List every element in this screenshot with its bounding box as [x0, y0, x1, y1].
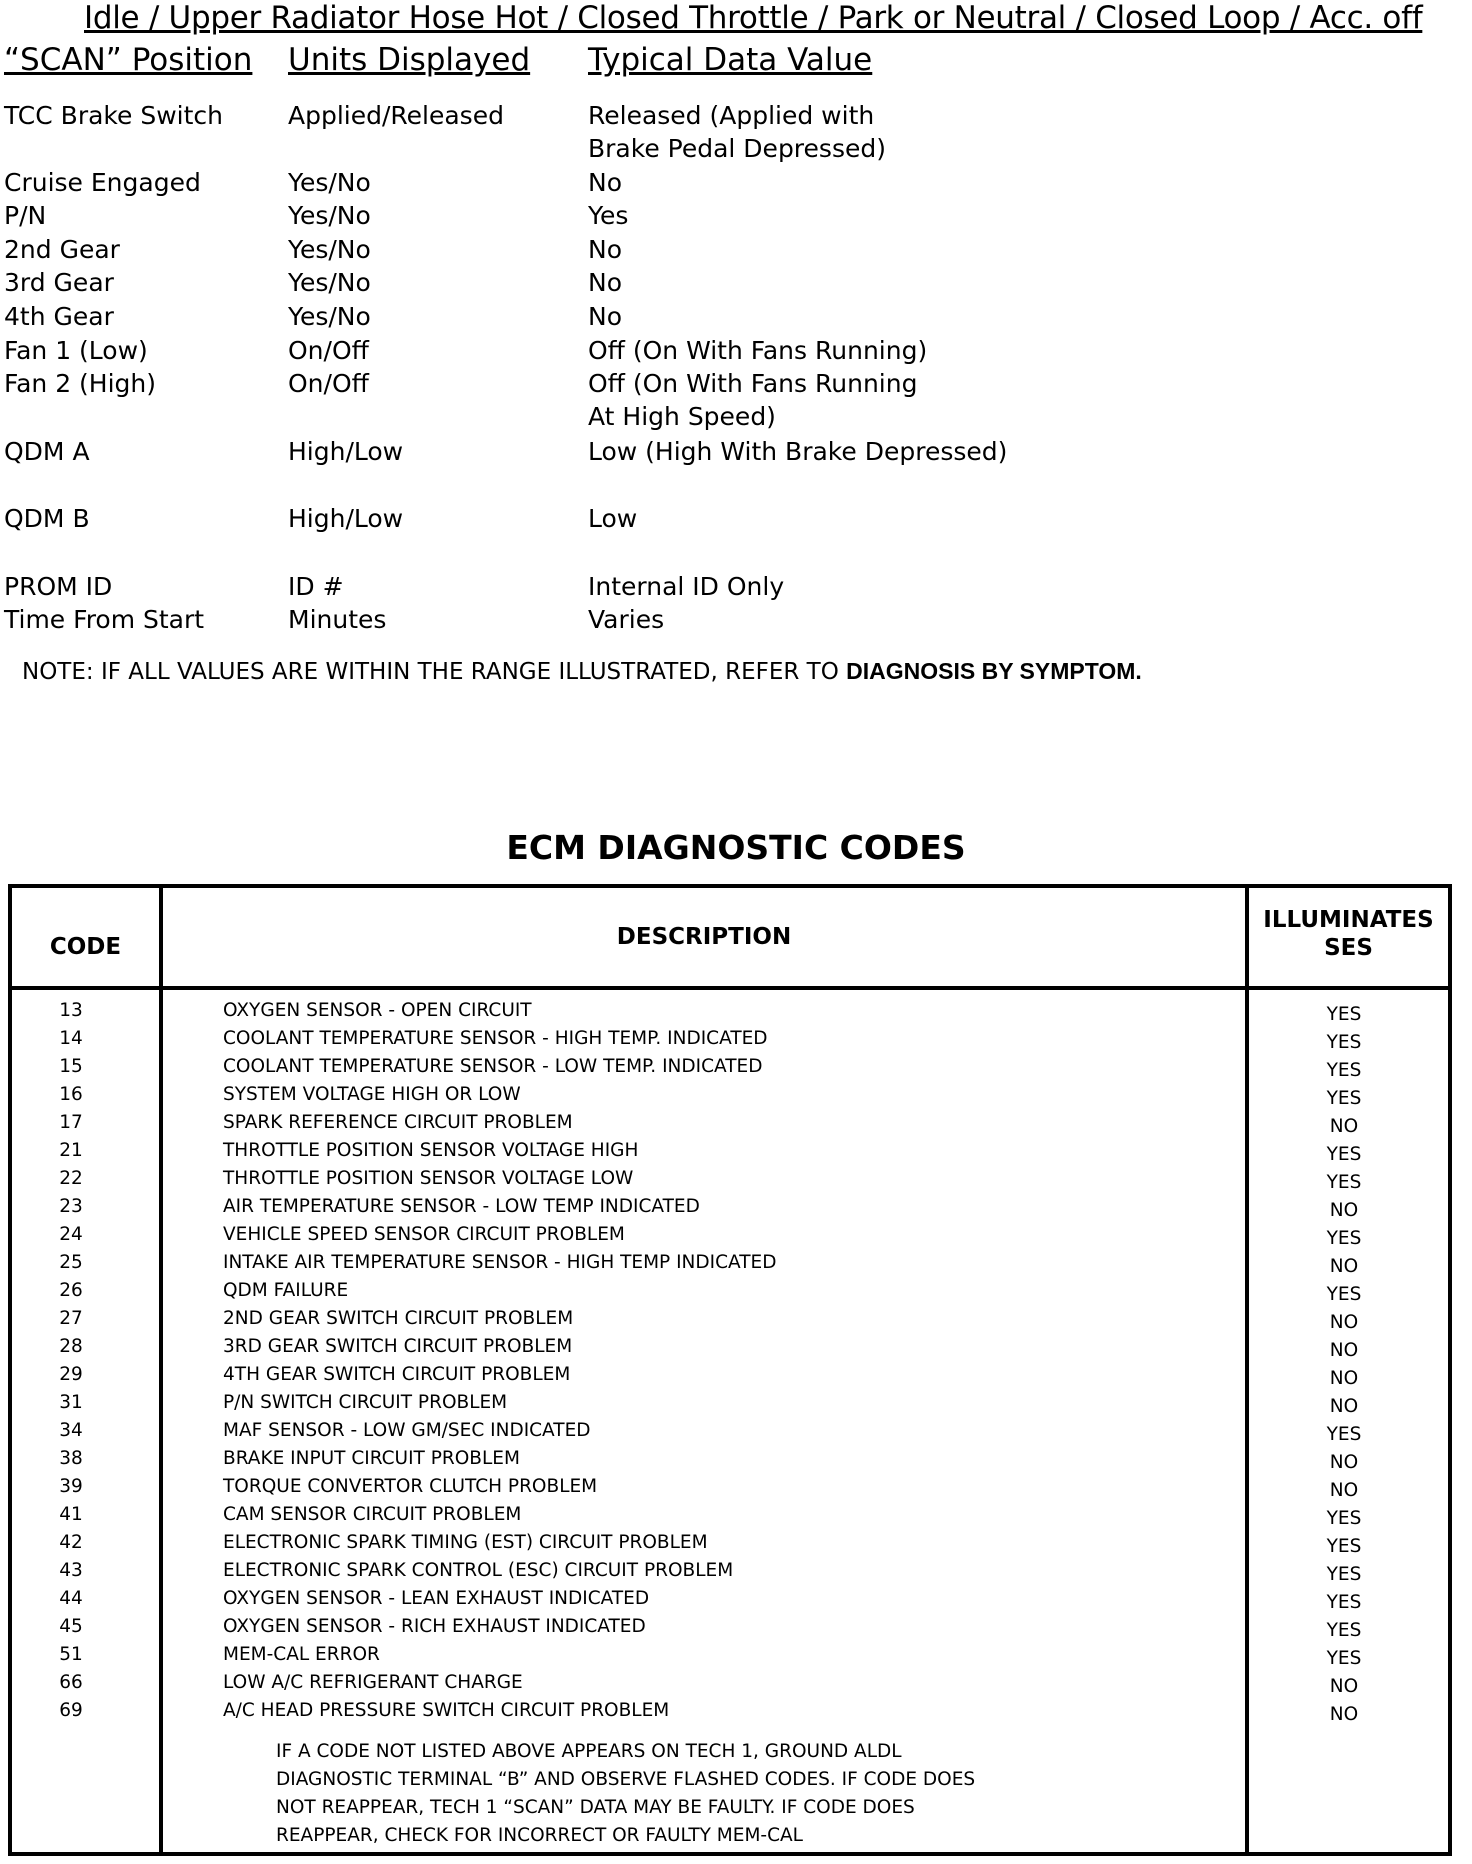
ses-cell: YES — [1326, 1228, 1362, 1249]
code-cell: 24 — [59, 1224, 83, 1245]
test-conditions-heading: Idle / Upper Radiator Hose Hot / Closed Throttle / Park or Neutral / Closed Loop / Acc. off — [84, 0, 1423, 36]
ecm-codes-table — [8, 884, 1452, 1856]
description-cell: A/C HEAD PRESSURE SWITCH CIRCUIT PROBLEM — [223, 1700, 670, 1721]
code-cell: 27 — [59, 1308, 83, 1329]
scan-typical-value: Off (On With Fans Running) — [588, 336, 928, 365]
scan-position: 2nd Gear — [4, 235, 120, 264]
description-cell: TORQUE CONVERTOR CLUTCH PROBLEM — [223, 1476, 598, 1497]
header-divider — [12, 986, 1448, 990]
scan-units: High/Low — [288, 437, 404, 466]
table-row — [12, 1476, 1448, 1504]
table-row — [12, 1448, 1448, 1476]
description-cell: BRAKE INPUT CIRCUIT PROBLEM — [223, 1448, 520, 1469]
scan-position: 4th Gear — [4, 302, 114, 331]
ses-cell: YES — [1326, 1536, 1362, 1557]
scan-units: Yes/No — [288, 235, 371, 264]
ses-cell: YES — [1326, 1508, 1362, 1529]
scan-units: On/Off — [288, 336, 369, 365]
scan-units: Yes/No — [288, 168, 371, 197]
description-cell: SYSTEM VOLTAGE HIGH OR LOW — [223, 1084, 521, 1105]
code-cell: 39 — [59, 1476, 83, 1497]
ses-cell: NO — [1329, 1256, 1359, 1277]
description-cell: SPARK REFERENCE CIRCUIT PROBLEM — [223, 1112, 573, 1133]
scan-typical-value: No — [588, 302, 622, 331]
scan-typical-value: Low (High With Brake Depressed) — [588, 437, 1008, 466]
description-cell: OXYGEN SENSOR - RICH EXHAUST INDICATED — [223, 1616, 646, 1637]
ses-cell: NO — [1329, 1396, 1359, 1417]
description-cell: INTAKE AIR TEMPERATURE SENSOR - HIGH TEMP INDICATED — [223, 1252, 777, 1273]
description-column-header: DESCRIPTION — [616, 924, 792, 950]
table-row — [12, 1000, 1448, 1028]
code-cell: 25 — [59, 1252, 83, 1273]
ses-cell: YES — [1326, 1060, 1362, 1081]
scan-position-header: “SCAN” Position — [4, 42, 253, 78]
table-row — [12, 1532, 1448, 1560]
table-row — [12, 1084, 1448, 1112]
units-displayed-header: Units Displayed — [288, 42, 531, 78]
scan-position: TCC Brake Switch — [4, 101, 223, 130]
ses-cell: YES — [1326, 1172, 1362, 1193]
code-cell: 34 — [59, 1420, 83, 1441]
table-row — [12, 1364, 1448, 1392]
scan-typical-value: No — [588, 168, 622, 197]
table-row — [12, 1224, 1448, 1252]
scan-units: On/Off — [288, 369, 369, 398]
description-cell: QDM FAILURE — [223, 1280, 349, 1301]
code-cell: 45 — [59, 1616, 83, 1637]
table-row — [12, 1392, 1448, 1420]
table-row — [12, 1420, 1448, 1448]
scan-typical-value: Varies — [588, 605, 665, 634]
ecm-codes-title: ECM DIAGNOSTIC CODES — [506, 828, 966, 867]
table-row — [12, 1252, 1448, 1280]
table-row — [12, 1168, 1448, 1196]
code-cell: 44 — [59, 1588, 83, 1609]
table-row — [12, 1140, 1448, 1168]
scan-typical-value: Yes — [588, 201, 629, 230]
ses-cell: YES — [1326, 1032, 1362, 1053]
illuminates-ses-column-header: ILLUMINATES SES — [1263, 907, 1434, 961]
ses-cell: YES — [1326, 1648, 1362, 1669]
code-cell: 17 — [59, 1112, 83, 1133]
ses-cell: YES — [1326, 1592, 1362, 1613]
code-cell: 14 — [59, 1028, 83, 1049]
scan-position: QDM B — [4, 504, 90, 533]
description-cell: THROTTLE POSITION SENSOR VOLTAGE HIGH — [223, 1140, 639, 1161]
ses-cell: YES — [1326, 1088, 1362, 1109]
scan-typical-value: Off (On With Fans Running At High Speed) — [588, 369, 918, 431]
description-cell: ELECTRONIC SPARK TIMING (EST) CIRCUIT PROBLEM — [223, 1532, 708, 1553]
scan-units: High/Low — [288, 504, 404, 533]
code-cell: 66 — [59, 1672, 83, 1693]
code-cell: 43 — [59, 1560, 83, 1581]
scan-typical-value: No — [588, 268, 622, 297]
note-text: NOTE: IF ALL VALUES ARE WITHIN THE RANGE ILLUSTRATED, REFER TO — [22, 659, 847, 685]
ses-cell: NO — [1329, 1312, 1359, 1333]
scan-units: Minutes — [288, 605, 387, 634]
ses-cell: NO — [1329, 1200, 1359, 1221]
code-column-header: CODE — [49, 934, 122, 960]
ses-cell: NO — [1329, 1452, 1359, 1473]
description-cell: LOW A/C REFRIGERANT CHARGE — [223, 1672, 523, 1693]
description-cell: 4TH GEAR SWITCH CIRCUIT PROBLEM — [223, 1364, 571, 1385]
scan-position: Cruise Engaged — [4, 168, 201, 197]
scan-position: Fan 1 (Low) — [4, 336, 148, 365]
description-cell: MAF SENSOR - LOW GM/SEC INDICATED — [223, 1420, 591, 1441]
scan-units: Yes/No — [288, 268, 371, 297]
scan-units: Yes/No — [288, 201, 371, 230]
scan-typical-value: Low — [588, 504, 638, 533]
ses-cell: YES — [1326, 1564, 1362, 1585]
ses-cell: YES — [1326, 1004, 1362, 1025]
description-cell: CAM SENSOR CIRCUIT PROBLEM — [223, 1504, 522, 1525]
table-row — [12, 1112, 1448, 1140]
description-cell: ELECTRONIC SPARK CONTROL (ESC) CIRCUIT PROBLEM — [223, 1560, 734, 1581]
ses-cell: NO — [1329, 1676, 1359, 1697]
description-cell: OXYGEN SENSOR - LEAN EXHAUST INDICATED — [223, 1588, 650, 1609]
description-cell: MEM-CAL ERROR — [223, 1644, 380, 1665]
ses-cell: NO — [1329, 1340, 1359, 1361]
scan-units: Yes/No — [288, 302, 371, 331]
table-row — [12, 1644, 1448, 1672]
table-row — [12, 1672, 1448, 1700]
ses-cell: NO — [1329, 1704, 1359, 1725]
ses-cell: YES — [1326, 1424, 1362, 1445]
code-cell: 29 — [59, 1364, 83, 1385]
table-row — [12, 1028, 1448, 1056]
scan-note — [22, 658, 1142, 685]
code-cell: 51 — [59, 1644, 83, 1665]
table-row — [12, 1056, 1448, 1084]
scan-position: PROM ID — [4, 572, 113, 601]
code-cell: 21 — [59, 1140, 83, 1161]
scan-typical-value: No — [588, 235, 622, 264]
ses-cell: NO — [1329, 1368, 1359, 1389]
scan-typical-value: Internal ID Only — [588, 572, 785, 601]
ses-cell: NO — [1329, 1116, 1359, 1137]
description-cell: P/N SWITCH CIRCUIT PROBLEM — [223, 1392, 508, 1413]
scan-position: Time From Start — [4, 605, 205, 634]
ses-cell: YES — [1326, 1620, 1362, 1641]
table-row — [12, 1196, 1448, 1224]
table-row — [12, 1280, 1448, 1308]
code-cell: 69 — [59, 1700, 83, 1721]
code-cell: 28 — [59, 1336, 83, 1357]
unlisted-code-note: IF A CODE NOT LISTED ABOVE APPEARS ON TECH 1, GROUND ALDL DIAGNOSTIC TERMINAL “B” AND OBSERVE FLASHED CODES. IF CODE DOES NOT REAPPEAR, TECH 1 “SCAN” DATA MAY BE FAULTY. IF CODE DOES REAPPEAR, CHECK FOR INCORRECT OR FAULTY MEM-CAL — [276, 1741, 976, 1846]
scan-position: Fan 2 (High) — [4, 369, 157, 398]
description-cell: VEHICLE SPEED SENSOR CIRCUIT PROBLEM — [223, 1224, 625, 1245]
code-cell: 23 — [59, 1196, 83, 1217]
ses-cell: NO — [1329, 1480, 1359, 1501]
scan-position: 3rd Gear — [4, 268, 114, 297]
code-cell: 22 — [59, 1168, 83, 1189]
code-cell: 13 — [59, 1000, 83, 1021]
scan-units: ID # — [288, 572, 344, 601]
code-cell: 15 — [59, 1056, 83, 1077]
table-row — [12, 1560, 1448, 1588]
table-row — [12, 1308, 1448, 1336]
note-reference: DIAGNOSIS BY SYMPTOM. — [846, 658, 1142, 684]
code-cell: 42 — [59, 1532, 83, 1553]
description-cell: 3RD GEAR SWITCH CIRCUIT PROBLEM — [223, 1336, 573, 1357]
table-row — [12, 1504, 1448, 1532]
code-cell: 38 — [59, 1448, 83, 1469]
description-cell: COOLANT TEMPERATURE SENSOR - LOW TEMP. INDICATED — [223, 1056, 763, 1077]
typical-value-header: Typical Data Value — [588, 42, 873, 78]
ses-cell: YES — [1326, 1144, 1362, 1165]
code-cell: 41 — [59, 1504, 83, 1525]
code-cell: 26 — [59, 1280, 83, 1301]
code-cell: 16 — [59, 1084, 83, 1105]
scan-typical-value: Released (Applied with Brake Pedal Depressed) — [588, 101, 886, 163]
table-row — [12, 1336, 1448, 1364]
code-cell: 31 — [59, 1392, 83, 1413]
ses-cell: YES — [1326, 1284, 1362, 1305]
description-cell: OXYGEN SENSOR - OPEN CIRCUIT — [223, 1000, 532, 1021]
table-row — [12, 1700, 1448, 1728]
table-row — [12, 1616, 1448, 1644]
description-cell: AIR TEMPERATURE SENSOR - LOW TEMP INDICATED — [223, 1196, 700, 1217]
scan-position: P/N — [4, 201, 47, 230]
description-cell: COOLANT TEMPERATURE SENSOR - HIGH TEMP. INDICATED — [223, 1028, 768, 1049]
scan-position: QDM A — [4, 437, 90, 466]
table-row — [12, 1588, 1448, 1616]
description-cell: 2ND GEAR SWITCH CIRCUIT PROBLEM — [223, 1308, 574, 1329]
description-cell: THROTTLE POSITION SENSOR VOLTAGE LOW — [223, 1168, 634, 1189]
scan-units: Applied/Released — [288, 101, 504, 130]
